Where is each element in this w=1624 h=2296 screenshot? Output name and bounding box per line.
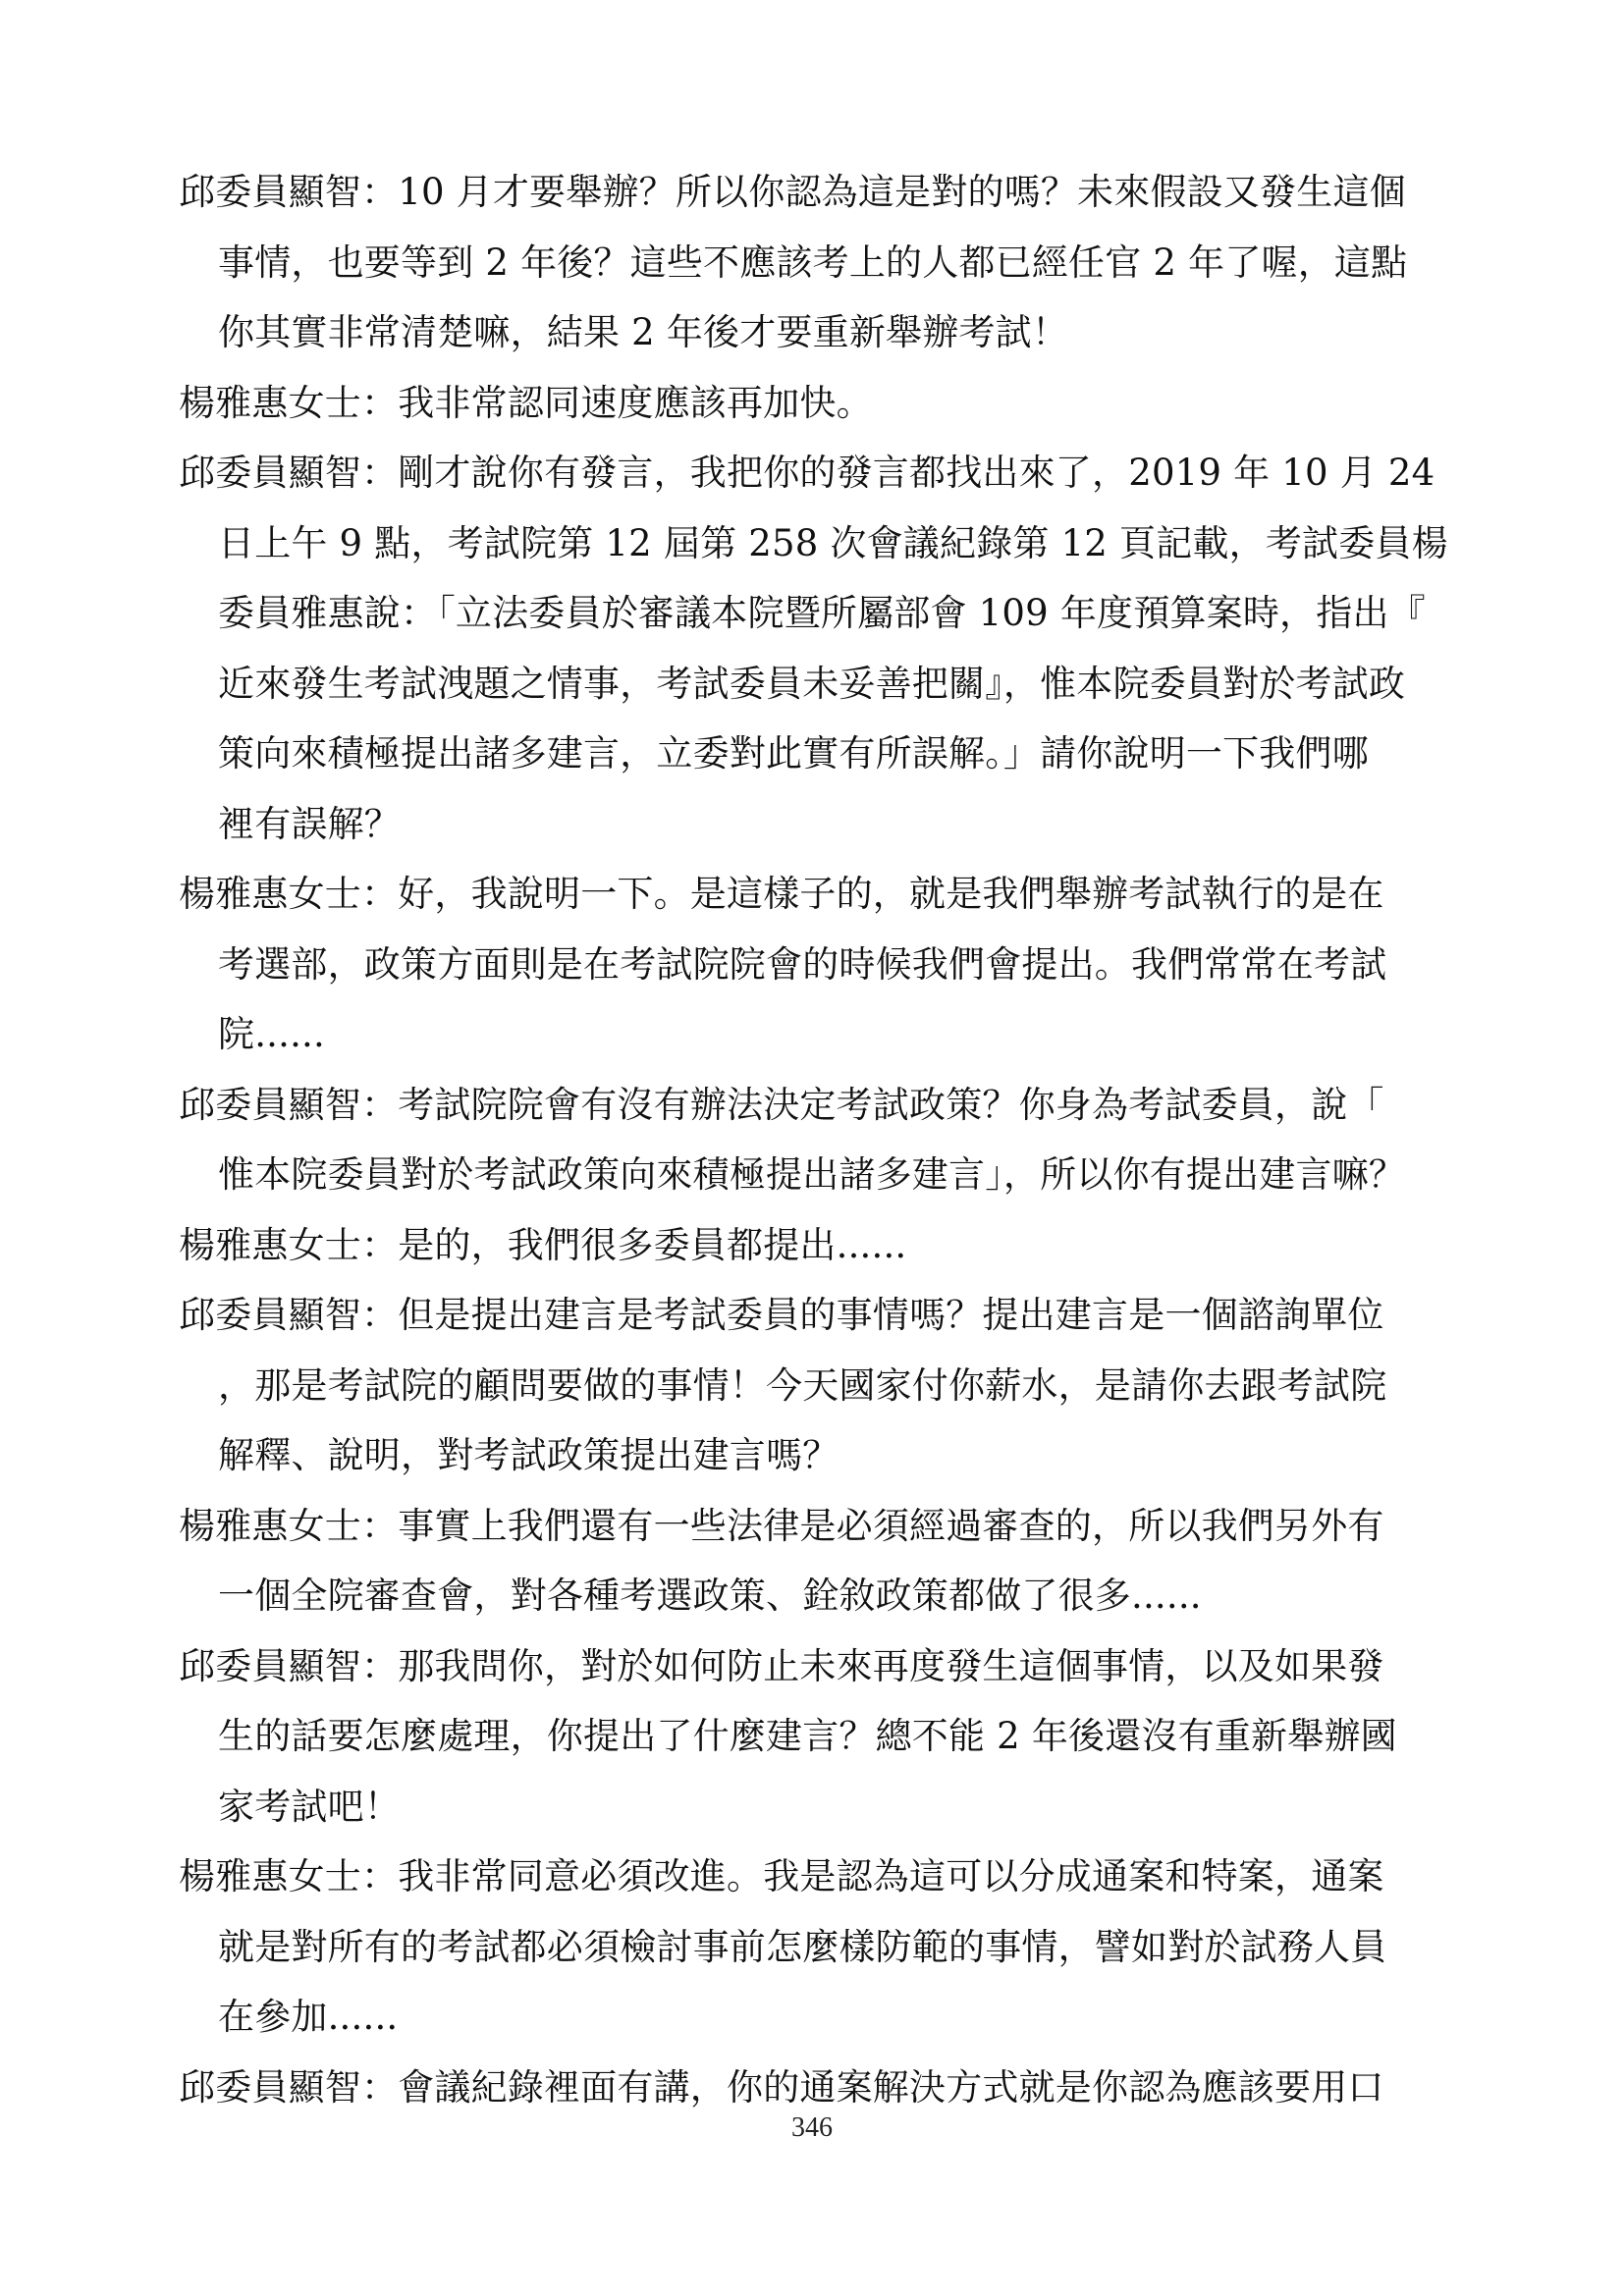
speech-text: 考試院院會有沒有辦法決定考試政策？你身為考試委員，說「 [398,1083,1384,1126]
speech-text: 院...... [218,1013,325,1055]
speech-text: 會議紀錄裡面有講，你的通案解決方式就是你認為應該要用口 [398,2065,1384,2109]
speech-text: 在參加...... [218,1996,399,2038]
speech-text: 事實上我們還有一些法律是必須經過審查的，所以我們另外有 [398,1504,1384,1547]
entry-first-line [179,438,1455,508]
entry-first-line [179,1631,1455,1702]
entry-continuation-line [179,930,1455,1000]
speech-text: 但是提出建言是考試委員的事情嗎？提出建言是一個諮詢單位 [398,1294,1384,1336]
entry-continuation-line [179,719,1455,789]
speech-text: 好，我說明一下。是這樣子的，就是我們舉辦考試執行的是在 [398,873,1384,915]
speech-text: 我非常同意必須改進。我是認為這可以分成通案和特案，通案 [398,1855,1384,1897]
speech-text: 10 月才要舉辦？所以你認為這是對的嗎？未來假設又發生這個 [398,171,1406,213]
entry-continuation-line [179,1912,1455,1983]
transcript-entry [179,368,1455,439]
entry-continuation-line [179,297,1455,368]
transcript-entry [179,1631,1455,1842]
speech-text: 你其實非常清楚嘛，結果 2 年後才要重新舉辦考試！ [218,311,1069,353]
entry-first-line [179,1210,1455,1281]
speaker-label: 楊雅惠女士： [179,1223,399,1266]
entry-continuation-line [179,1772,1455,1842]
entry-continuation-line [179,1140,1455,1210]
entry-continuation-line [179,649,1455,720]
entry-continuation-line [179,1420,1455,1491]
transcript-entry [179,1491,1455,1631]
entry-continuation-line [179,508,1455,579]
entry-continuation-line [179,1701,1455,1772]
speech-text: 是的，我們很多委員都提出...... [398,1223,907,1266]
speaker-label: 邱委員顯智： [179,2065,399,2109]
speaker-label: 邱委員顯智： [179,1083,399,1126]
speech-text: 事情，也要等到 2 年後？這些不應該考上的人都已經任官 2 年了喔，這點 [218,240,1408,284]
speaker-label: 楊雅惠女士： [179,1855,399,1897]
entry-first-line [179,157,1455,228]
speech-text: 一個全院審查會，對各種考選政策、銓敘政策都做了很多...... [218,1575,1202,1617]
page-number: 346 [791,2112,833,2143]
entry-continuation-line [179,999,1455,1070]
transcript-entry [179,438,1455,859]
entry-continuation-line [179,789,1455,860]
speaker-label: 邱委員顯智： [179,171,399,213]
speaker-label: 邱委員顯智： [179,452,399,494]
speaker-label: 邱委員顯智： [179,1644,399,1687]
transcript-entry [179,859,1455,1070]
entry-first-line [179,1070,1455,1141]
entry-continuation-line [179,1982,1455,2053]
entry-continuation-line [179,1561,1455,1631]
speaker-label: 楊雅惠女士： [179,381,399,424]
speech-text: 那我問你，對於如何防止未來再度發生這個事情，以及如果發 [398,1644,1384,1687]
speech-text: 委員雅惠說：「立法委員於審議本院暨所屬部會 109 年度預算案時，指出『 [218,592,1426,634]
speech-text: 近來發生考試洩題之情事，考試委員未妥善把關』，惟本院委員對於考試政 [218,662,1406,705]
speech-text: 策向來積極提出諸多建言，立委對此實有所誤解。」請你說明一下我們哪 [218,732,1369,774]
speaker-label: 楊雅惠女士： [179,1504,399,1547]
entry-continuation-line [179,578,1455,649]
entry-first-line [179,368,1455,439]
transcript-entry [179,157,1455,368]
speech-text: 惟本院委員對於考試政策向來積極提出諸多建言」，所以你有提出建言嘛？ [218,1153,1406,1196]
speech-text: 日上午 9 點，考試院第 12 屆第 258 次會議紀錄第 12 頁記載，考試委員楊 [218,521,1448,564]
speech-text: 就是對所有的考試都必須檢討事前怎麼樣防範的事情，譬如對於試務人員 [218,1925,1387,1968]
speech-text: 考選部，政策方面則是在考試院院會的時候我們會提出。我們常常在考試 [218,942,1387,986]
entry-continuation-line [179,228,1455,298]
transcript-entry [179,1210,1455,1281]
speech-text: 裡有誤解？ [218,802,401,845]
entry-first-line [179,1280,1455,1351]
speaker-label: 邱委員顯智： [179,1294,399,1336]
speech-text: 剛才說你有發言，我把你的發言都找出來了，2019 年 10 月 24 [398,452,1435,494]
entry-first-line [179,1491,1455,1562]
speech-text: 家考試吧！ [218,1785,401,1828]
transcript-entry [179,1842,1455,2053]
entry-first-line [179,1842,1455,1912]
entry-first-line [179,859,1455,930]
speech-text: 解釋、說明，對考試政策提出建言嗎？ [218,1434,839,1476]
speaker-label: 楊雅惠女士： [179,873,399,915]
speech-text: 我非常認同速度應該再加快。 [398,381,873,424]
transcript-entry [179,1280,1455,1491]
entry-continuation-line [179,1351,1455,1421]
transcript-entry [179,1070,1455,1210]
speech-text: 生的話要怎麼處理，你提出了什麼建言？總不能 2 年後還沒有重新舉辦國 [218,1715,1397,1757]
transcript [179,157,1455,2122]
speech-text: ，那是考試院的顧問要做的事情！今天國家付你薪水，是請你去跟考試院 [218,1363,1387,1407]
